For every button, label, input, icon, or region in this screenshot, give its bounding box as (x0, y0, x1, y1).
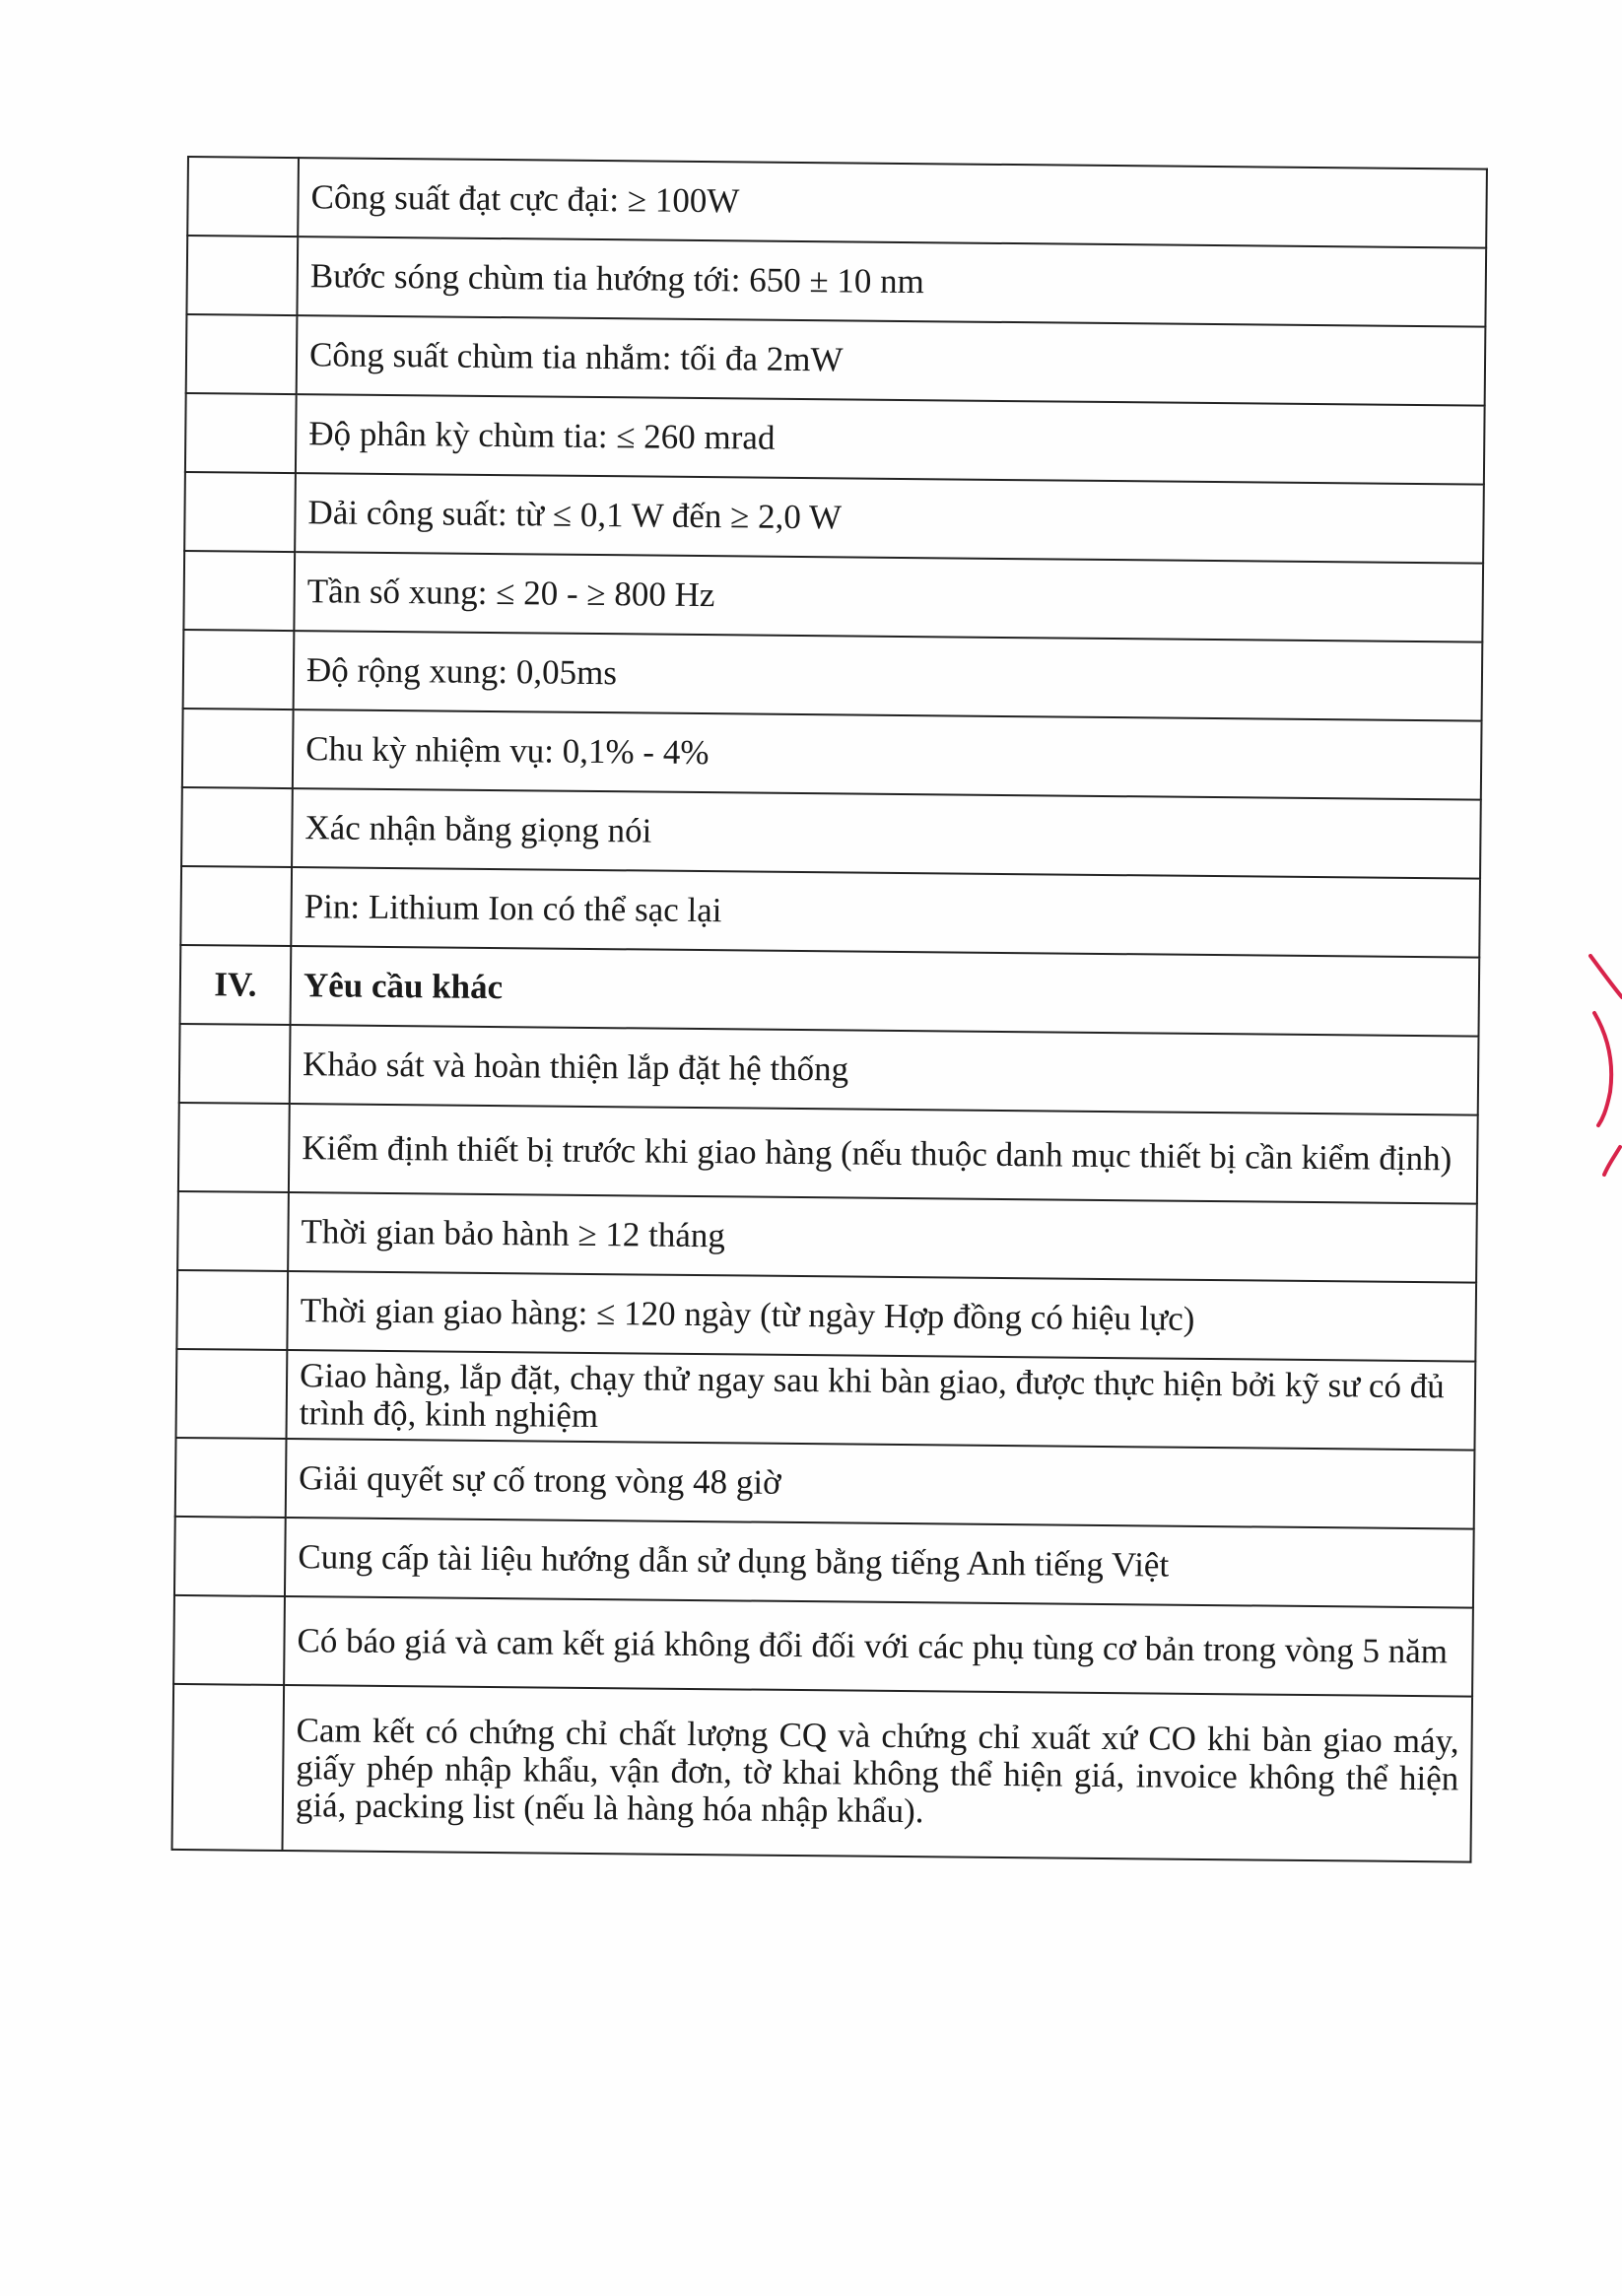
section-number-cell: IV. (180, 945, 292, 1025)
table-row (176, 1270, 1476, 1362)
table-row (186, 236, 1486, 327)
table-row (186, 314, 1486, 406)
row-number-cell (175, 1438, 287, 1518)
table-row (187, 157, 1487, 248)
table-row (182, 709, 1482, 800)
row-number-cell (186, 314, 298, 394)
row-number-cell (177, 1191, 289, 1271)
table-row (177, 1191, 1477, 1283)
row-number-cell (184, 472, 296, 552)
section-title-cell: Yêu cầu khác (291, 946, 1480, 1037)
red-stamp-edge (1583, 954, 1622, 1190)
spec-text-cell: Bước sóng chùm tia hướng tới: 650 ± 10 nm (297, 236, 1486, 327)
table-row (173, 1595, 1473, 1697)
table-row (178, 1103, 1478, 1204)
spec-text-cell: Khảo sát và hoàn thiện lắp đặt hệ thống (290, 1025, 1479, 1115)
spec-text-cell: Xác nhận bằng giọng nói (292, 788, 1481, 879)
spec-text-cell: Công suất đạt cực đại: ≥ 100W (298, 158, 1487, 248)
table-row (175, 1438, 1475, 1529)
spec-text-cell: Công suất chùm tia nhắm: tối đa 2mW (297, 315, 1486, 406)
table-row (185, 393, 1485, 485)
row-number-cell (171, 1684, 284, 1851)
spec-text-cell: Thời gian giao hàng: ≤ 120 ngày (từ ngày Hợp đồng có hiệu lực) (287, 1271, 1476, 1362)
specification-table (170, 156, 1487, 1863)
spec-text-cell: Pin: Lithium Ion có thể sạc lại (291, 867, 1480, 958)
table-row (180, 866, 1480, 958)
row-number-cell (185, 393, 297, 473)
row-number-cell (176, 1349, 288, 1439)
table-row (181, 787, 1481, 879)
table-row (174, 1517, 1474, 1608)
row-number-cell (174, 1517, 286, 1596)
spec-text-cell: Dải công suất: từ ≤ 0,1 W đến ≥ 2,0 W (295, 473, 1484, 564)
row-number-cell (183, 630, 295, 709)
row-number-cell (180, 866, 292, 946)
table-row (183, 551, 1483, 642)
table-row (176, 1349, 1476, 1451)
spec-text-cell: Kiểm định thiết bị trước khi giao hàng (nếu thuộc danh mục thiết bị cần kiểm định) (289, 1104, 1478, 1204)
spec-text-cell: Cam kết có chứng chỉ chất lượng CQ và chứng chỉ xuất xứ CO khi bàn giao máy, giấy phép nhập khẩu, vận đơn, tờ khai không thể hiện giá, invoice không thể hiện giá, packing list (nếu là hàng hóa nhập khẩu). (282, 1685, 1472, 1862)
row-number-cell (183, 551, 295, 631)
spec-text-cell: Thời gian bảo hành ≥ 12 tháng (288, 1192, 1477, 1283)
table-row (183, 630, 1483, 721)
row-number-cell (182, 709, 294, 788)
spec-text-cell: Độ phân kỳ chùm tia: ≤ 260 mrad (296, 394, 1485, 485)
table-row (184, 472, 1484, 564)
spec-text-cell: Giao hàng, lắp đặt, chạy thử ngay sau khi bàn giao, được thực hiện bởi kỹ sư có đủ trình độ, kinh nghiệm (287, 1350, 1476, 1451)
spec-text-cell: Giải quyết sự cố trong vòng 48 giờ (286, 1439, 1475, 1529)
spec-text-cell: Tần số xung: ≤ 20 - ≥ 800 Hz (294, 552, 1483, 642)
spec-text-cell: Chu kỳ nhiệm vụ: 0,1% - 4% (293, 709, 1482, 800)
spec-text-cell: Cung cấp tài liệu hướng dẫn sử dụng bằng tiếng Anh tiếng Việt (285, 1518, 1474, 1608)
row-number-cell (181, 787, 293, 867)
row-number-cell (176, 1270, 288, 1350)
table-row (179, 1024, 1479, 1115)
row-number-cell (179, 1024, 291, 1104)
section-header-row (180, 945, 1480, 1037)
row-number-cell (187, 157, 299, 236)
spec-text-cell: Có báo giá và cam kết giá không đổi đối với các phụ tùng cơ bản trong vòng 5 năm (284, 1596, 1473, 1697)
row-number-cell (186, 236, 298, 315)
table-row (171, 1684, 1472, 1862)
row-number-cell (178, 1103, 290, 1192)
row-number-cell (173, 1595, 285, 1685)
spec-text-cell: Độ rộng xung: 0,05ms (294, 631, 1483, 721)
